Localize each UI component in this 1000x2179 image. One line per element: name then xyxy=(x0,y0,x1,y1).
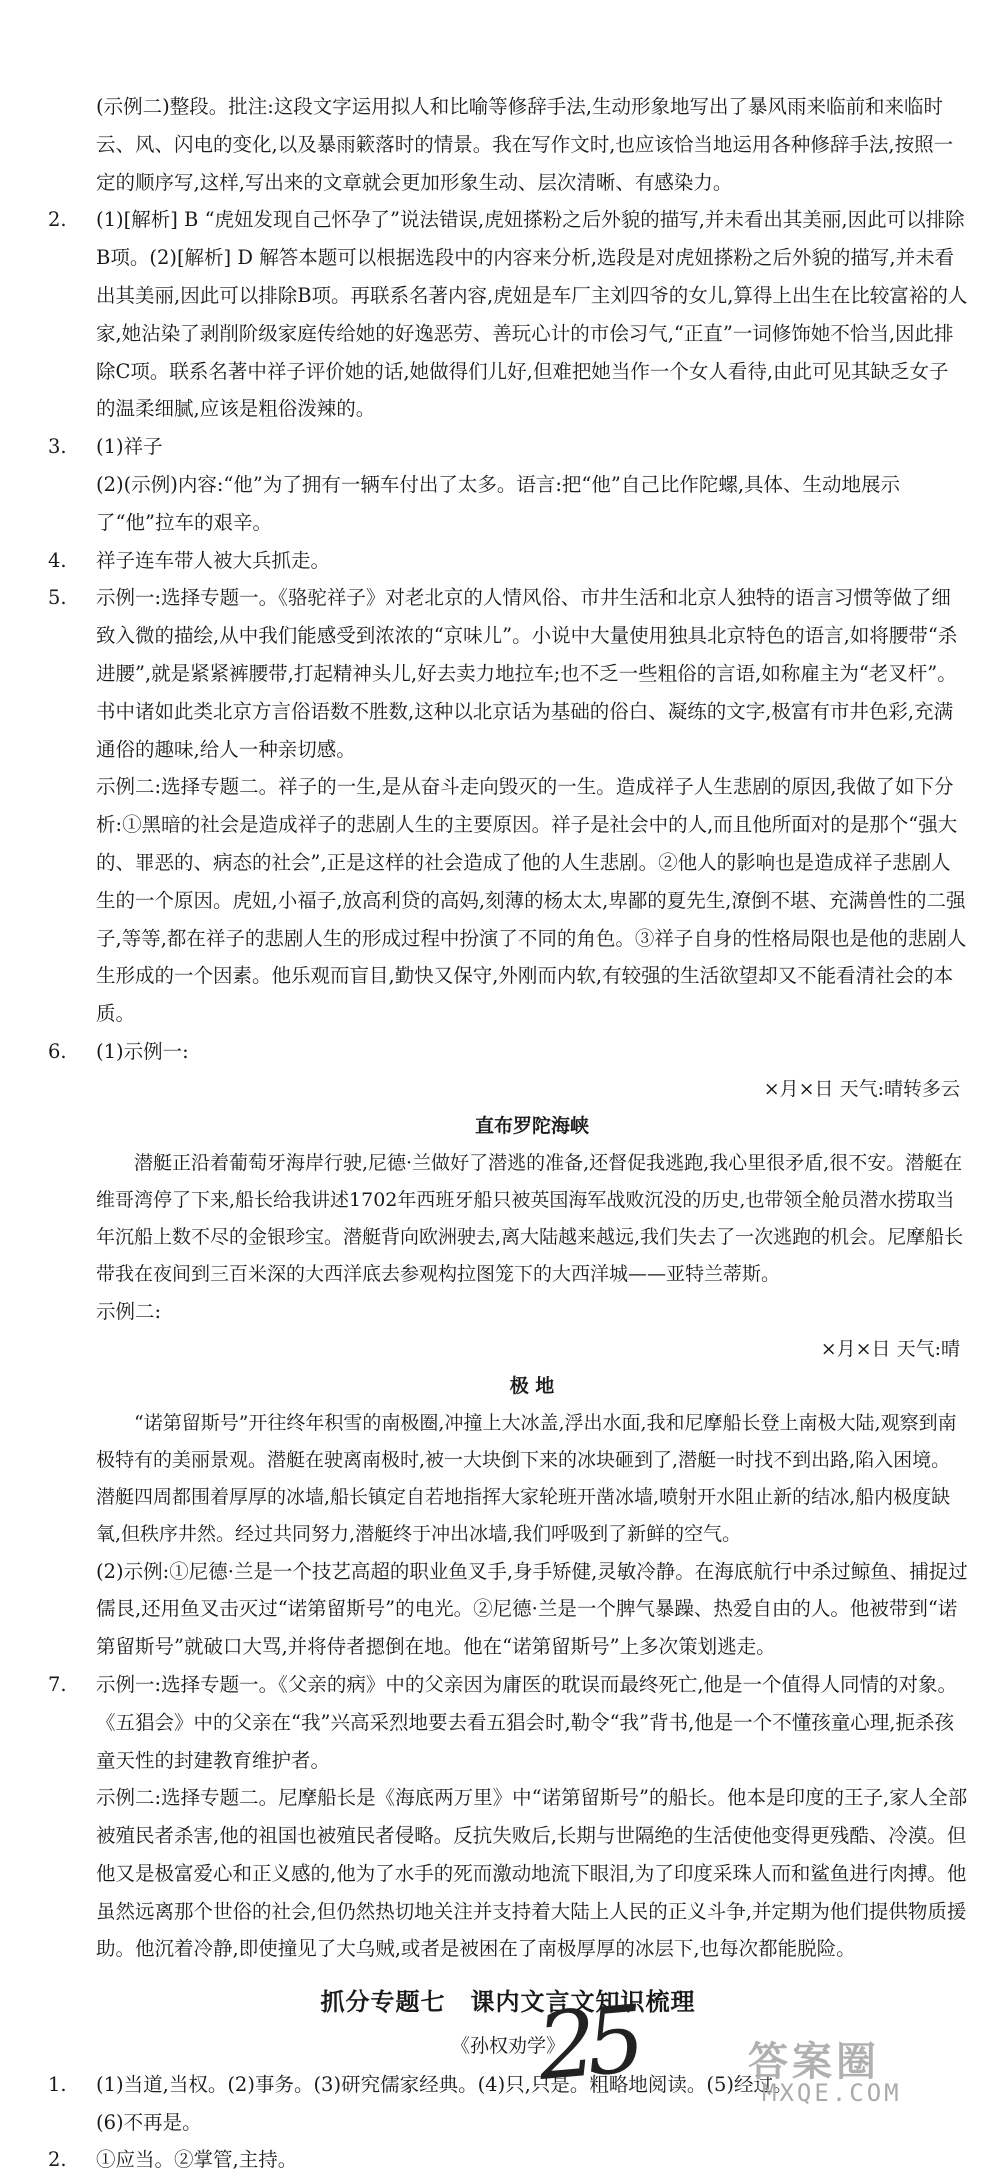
q4-answer: 祥子连车带人被大兵抓走。 xyxy=(96,548,331,572)
section-question-2 xyxy=(48,2141,968,2179)
question-3 xyxy=(48,428,968,541)
diary-body: 潜艇正沿着葡萄牙海岸行驶,尼德·兰做好了潜逃的准备,还督促我逃跑,我心里很矛盾,很不安。潜艇在维哥湾停了下来,船长给我讲述1702年西班牙船只被英国海军战败沉没的历史,也带领全舱员潜水捞取当年沉船上数不尽的金银珍宝。潜艇背向欧洲驶去,离大陆越来越远,我们失去了一次逃跑的机会。尼摩船长带我在夜间到三百米深的大西洋底去参观构拉图笼下的大西洋城——亚特兰蒂斯。 xyxy=(96,1151,964,1285)
diary-title: 直布罗陀海峡 xyxy=(474,1114,589,1137)
q3-part-1: (1)祥子 xyxy=(96,435,163,459)
question-number: 2. xyxy=(48,2148,67,2172)
section-title: 抓分专题七 课内文言文知识梳理 xyxy=(320,1988,696,2017)
handwritten-page-number: 25 xyxy=(533,1985,640,2102)
question-4 xyxy=(48,542,968,580)
question-number: 2. xyxy=(48,208,67,232)
watermark-url: MXQE.COM xyxy=(762,2079,902,2107)
q2-answer: (1)[解析] B “虎妞发现自己怀孕了”说法错误,虎妞搽粉之后外貌的描写,并未看出其美丽,因此可以排除B项。(2)[解析] D 解答本题可以根据选段中的内容来分析,选段是对虎妞搽粉之后外貌的描写,并未看出其美丽,因此可以排除B项。再联系名著内容,虎妞是车厂主刘四爷的女儿,算得上出生在比较富裕的人家,她沾染了剥削阶级家庭传给她的好逸恶劳、善玩心计的市侩习气,“正直”一词修饰她不恰当,因此排除C项。联系名著中祥子评价她的话,她做得们儿好,但难把她当作一个女人看待,由此可见其缺乏女子的温柔细腻,应该是粗俗泼辣的。 xyxy=(96,208,968,421)
diary-title: 极 地 xyxy=(509,1374,555,1397)
question-number: 3. xyxy=(48,435,67,459)
question-number: 6. xyxy=(48,1039,67,1063)
q1-example-two: (示例二)整段。批注:这段文字运用拟人和比喻等修辞手法,生动形象地写出了暴风雨来临前和来临时云、风、闪电的变化,以及暴雨簌落时的情景。我在写作文时,也应该恰当地运用各种修辞手法,按照一定的顺序写,这样,写出来的文章就会更加形象生动、层次清晰、有感染力。 xyxy=(96,95,954,194)
question-5 xyxy=(48,579,968,1033)
question-7 xyxy=(48,1666,968,1968)
q6-part-2: (2)示例:①尼德·兰是一个技艺高超的职业鱼叉手,身手矫健,灵敏冷静。在海底航行中杀过鲸鱼、捕捉过儒艮,还用鱼叉击灭过“诺第留斯号”的电光。②尼德·兰是一个脾气暴躁、热爱自由的人。他被带到“诺第留斯号”就破口大骂,并将侍者摁倒在地。他在“诺第留斯号”上多次策划逃走。 xyxy=(96,1559,968,1659)
question-2 xyxy=(48,201,968,428)
q3-part-2: (2)(示例)内容:“他”为了拥有一辆车付出了太多。语言:把“他”自己比作陀螺,具体、生动地展示了“他”拉车的艰辛。 xyxy=(96,472,901,534)
q7-example-two: 示例二:选择专题二。尼摩船长是《海底两万里》中“诺第留斯号”的船长。他本是印度的王子,家人全部被殖民者杀害,他的祖国也被殖民者侵略。反抗失败后,长期与世隔绝的生活使他变得更残酷、冷漠。但他又是极富爱心和正义感的,他为了水手的死而激动地流下眼泪,为了印度采珠人而和鲨鱼进行肉搏。他虽然远离那个世俗的社会,但仍然热切地关注并支持着大陆上人民的正义斗争,并定期为他们提供物质援助。他沉着冷静,即使撞见了大乌贼,或者是被困在了南极厚厚的冰层下,也每次都能脱险。 xyxy=(96,1786,968,1961)
diary-date-weather: ×月×日 天气:晴转多云 xyxy=(763,1077,960,1100)
s1-answer: (1)当道,当权。(2)事务。(3)研究儒家经典。(4)只,只是。粗略地阅读。(5)经过。 xyxy=(96,2072,793,2096)
diary-entry-1 xyxy=(96,1071,968,1293)
answer-page xyxy=(48,88,968,2179)
diary-body: “诺第留斯号”开往终年积雪的南极圈,冲撞上大冰盖,浮出水面,我和尼摩船长登上南极大陆,观察到南极特有的美丽景观。潜艇在驶离南极时,被一大块倒下来的冰块砸到了,潜艇一时找不到出路,陷入困境。潜艇四周都围着厚厚的冰墙,船长镇定自若地指挥大家轮班开凿冰墙,喷射开水阻止新的结冰,船内极度缺氧,但秩序井然。经过共同努力,潜艇终于冲出冰墙,我们呼吸到了新鲜的空气。 xyxy=(96,1411,957,1545)
q6-part-1-label: (1)示例一: xyxy=(96,1039,189,1063)
q5-example-one: 示例一:选择专题一。《骆驼祥子》对老北京的人情风俗、市井生活和北京人独特的语言习惯等做了细致入微的描绘,从中我们能感受到浓浓的“京味儿”。小说中大量使用独具北京特色的语言,如将腰带“杀进腰”,就是紧紧裤腰带,打起精神头儿,好去卖力地拉车;也不乏一些粗俗的言语,如称雇主为“老叉杆”。书中诸如此类北京方言俗语数不胜数,这种以北京话为基础的俗白、凝练的文字,极富有市井色彩,充满通俗的趣味,给人一种亲切感。 xyxy=(96,586,958,761)
question-number: 5. xyxy=(48,586,67,610)
question-6 xyxy=(48,1033,968,1666)
question-number: 1. xyxy=(48,2072,67,2096)
diary-date-weather: ×月×日 天气:晴 xyxy=(820,1337,960,1360)
subsection-title: 《孙权劝学》 xyxy=(450,2035,565,2058)
q1-continuation xyxy=(48,88,968,201)
q7-example-one: 示例一:选择专题一。《父亲的病》中的父亲因为庸医的耽误而最终死亡,他是一个值得人同情的对象。《五猖会》中的父亲在“我”兴高采烈地要去看五猖会时,勒令“我”背书,他是一个不懂孩童心理,扼杀孩童天性的封建教育维护者。 xyxy=(96,1672,958,1772)
q5-example-two: 示例二:选择专题二。祥子的一生,是从奋斗走向毁灭的一生。造成祥子人生悲剧的原因,我做了如下分析:①黑暗的社会是造成祥子的悲剧人生的主要原因。祥子是社会中的人,而且他所面对的是那个“强大的、罪恶的、病态的社会”,正是这样的社会造成了他的人生悲剧。②他人的影响也是造成祥子悲剧人生的一个原因。虎妞,小福子,放高利贷的高妈,刻薄的杨太太,卑鄙的夏先生,潦倒不堪、充满兽性的二强子,等等,都在祥子的悲剧人生的形成过程中扮演了不同的角色。③祥子自身的性格局限也是他的悲剧人生形成的一个因素。他乐观而盲目,勤快又保守,外刚而内软,有较强的生活欲望却又不能看清社会的本质。 xyxy=(96,775,967,1026)
watermark-logo xyxy=(748,2030,978,2107)
question-number: 4. xyxy=(48,548,67,572)
q6-example-two-label: 示例二: xyxy=(96,1299,162,1323)
s2-answer: ①应当。②掌管,主持。 xyxy=(96,2148,298,2172)
s1-answer-cont: (6)不再是。 xyxy=(96,2110,202,2134)
question-number: 7. xyxy=(48,1672,67,1696)
diary-entry-2 xyxy=(96,1331,968,1553)
watermark-text: 答案圈 xyxy=(748,2039,880,2085)
